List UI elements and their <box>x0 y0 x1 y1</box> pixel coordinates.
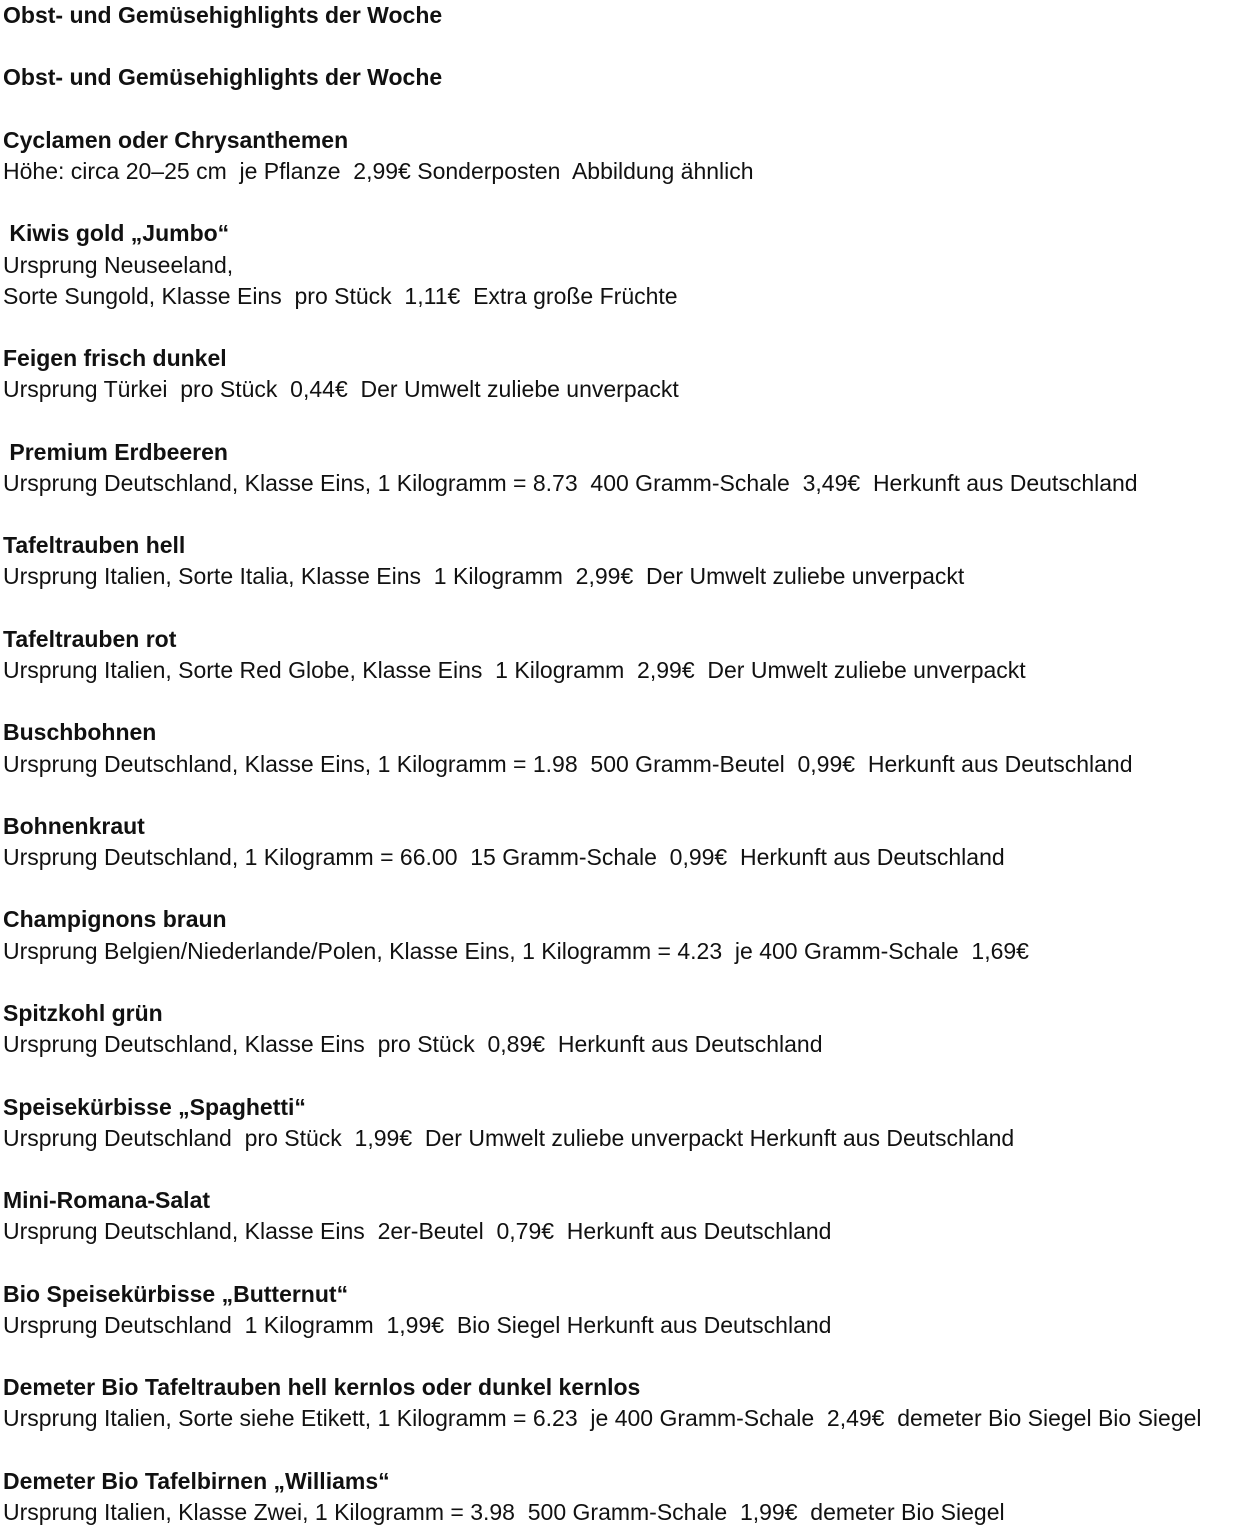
product-details: Ursprung Italien, Sorte siehe Etikett, 1 Kilogramm = 6.23 je 400 Gramm-Schale 2,49€ demeter Bio Siegel Bio Siegel <box>3 1405 1202 1432</box>
spacer <box>3 780 1250 811</box>
spacer <box>3 31 1250 62</box>
product-name: Buschbohnen <box>3 719 157 746</box>
product-details: Ursprung Italien, Sorte Italia, Klasse Eins 1 Kilogramm 2,99€ Der Umwelt zuliebe unverpackt <box>3 563 965 590</box>
product-cyclamen <box>3 125 1250 187</box>
product-kiwis <box>3 218 1250 312</box>
product-name: Bohnenkraut <box>3 812 145 839</box>
product-name: Mini-Romana-Salat <box>3 1187 211 1214</box>
product-details: Ursprung Neuseeland, <box>3 251 234 278</box>
spacer <box>3 312 1250 343</box>
product-champignons <box>3 904 1250 966</box>
product-name: Demeter Bio Tafelbirnen „Williams“ <box>3 1467 390 1494</box>
product-mini-romana-salat <box>3 1185 1250 1247</box>
spacer <box>3 967 1250 998</box>
product-name: Bio Speisekürbisse „Butternut“ <box>3 1280 349 1307</box>
product-details: Ursprung Belgien/Niederlande/Polen, Klasse Eins, 1 Kilogramm = 4.23 je 400 Gramm-Schale 1,69€ <box>3 937 1029 964</box>
product-name: Demeter Bio Tafeltrauben hell kernlos oder dunkel kernlos <box>3 1374 641 1401</box>
product-name: Kiwis gold „Jumbo“ <box>3 220 230 247</box>
product-name: Spitzkohl grün <box>3 1000 163 1026</box>
spacer <box>3 94 1250 125</box>
spacer <box>3 405 1250 436</box>
document <box>3 0 1250 1528</box>
spacer <box>3 1154 1250 1185</box>
product-bio-speisekuerbisse-butternut <box>3 1279 1250 1341</box>
product-details: Ursprung Italien, Klasse Zwei, 1 Kilogramm = 3.98 500 Gramm-Schale 1,99€ demeter Bio Siegel <box>3 1499 1005 1525</box>
spacer <box>3 1060 1250 1091</box>
spacer <box>3 686 1250 717</box>
product-erdbeeren <box>3 437 1250 499</box>
spacer <box>3 593 1250 624</box>
product-details: Ursprung Deutschland 1 Kilogramm 1,99€ Bio Siegel Herkunft aus Deutschland <box>3 1311 832 1338</box>
product-name: Champignons braun <box>3 906 227 933</box>
product-bohnenkraut <box>3 811 1250 873</box>
product-buschbohnen <box>3 717 1250 779</box>
product-demeter-bio-tafeltrauben <box>3 1372 1250 1434</box>
product-details: Ursprung Deutschland pro Stück 1,99€ Der Umwelt zuliebe unverpackt Herkunft aus Deutschland <box>3 1124 1015 1151</box>
spacer <box>3 1435 1250 1466</box>
product-name: Speisekürbisse „Spaghetti“ <box>3 1093 306 1120</box>
product-details: Ursprung Deutschland, Klasse Eins, 1 Kilogramm = 1.98 500 Gramm-Beutel 0,99€ Herkunft aus Deutschland <box>3 750 1133 777</box>
product-demeter-bio-tafelbirnen <box>3 1466 1250 1528</box>
spacer <box>3 1341 1250 1372</box>
product-spitzkohl <box>3 998 1250 1060</box>
product-name: Cyclamen oder Chrysanthemen <box>3 126 349 153</box>
product-details: Ursprung Italien, Sorte Red Globe, Klasse Eins 1 Kilogramm 2,99€ Der Umwelt zuliebe unverpackt <box>3 656 1026 683</box>
page-heading: Obst- und Gemüsehighlights der Woche <box>3 2 443 28</box>
product-details: Ursprung Deutschland, 1 Kilogramm = 66.00 15 Gramm-Schale 0,99€ Herkunft aus Deutschland <box>3 844 1005 871</box>
spacer <box>3 1248 1250 1279</box>
spacer <box>3 499 1250 530</box>
spacer <box>3 873 1250 904</box>
product-tafeltrauben-rot <box>3 624 1250 686</box>
product-details: Höhe: circa 20–25 cm je Pflanze 2,99€ Sonderposten Abbildung ähnlich <box>3 157 754 184</box>
section-heading: Obst- und Gemüsehighlights der Woche <box>3 64 443 91</box>
product-feigen <box>3 343 1250 405</box>
product-details: Ursprung Deutschland, Klasse Eins pro Stück 0,89€ Herkunft aus Deutschland <box>3 1031 823 1058</box>
product-name: Tafeltrauben hell <box>3 532 186 559</box>
product-details: Ursprung Deutschland, Klasse Eins 2er-Beutel 0,79€ Herkunft aus Deutschland <box>3 1218 832 1245</box>
product-name: Tafeltrauben rot <box>3 625 177 652</box>
product-details: Sorte Sungold, Klasse Eins pro Stück 1,11€ Extra große Früchte <box>3 282 678 309</box>
spacer <box>3 187 1250 218</box>
product-details: Ursprung Deutschland, Klasse Eins, 1 Kilogramm = 8.73 400 Gramm-Schale 3,49€ Herkunft aus Deutschland <box>3 469 1138 496</box>
product-details: Ursprung Türkei pro Stück 0,44€ Der Umwelt zuliebe unverpackt <box>3 376 679 403</box>
product-tafeltrauben-hell <box>3 530 1250 592</box>
product-speisekuerbisse-spaghetti <box>3 1092 1250 1154</box>
product-name: Premium Erdbeeren <box>3 438 228 465</box>
product-name: Feigen frisch dunkel <box>3 345 227 372</box>
